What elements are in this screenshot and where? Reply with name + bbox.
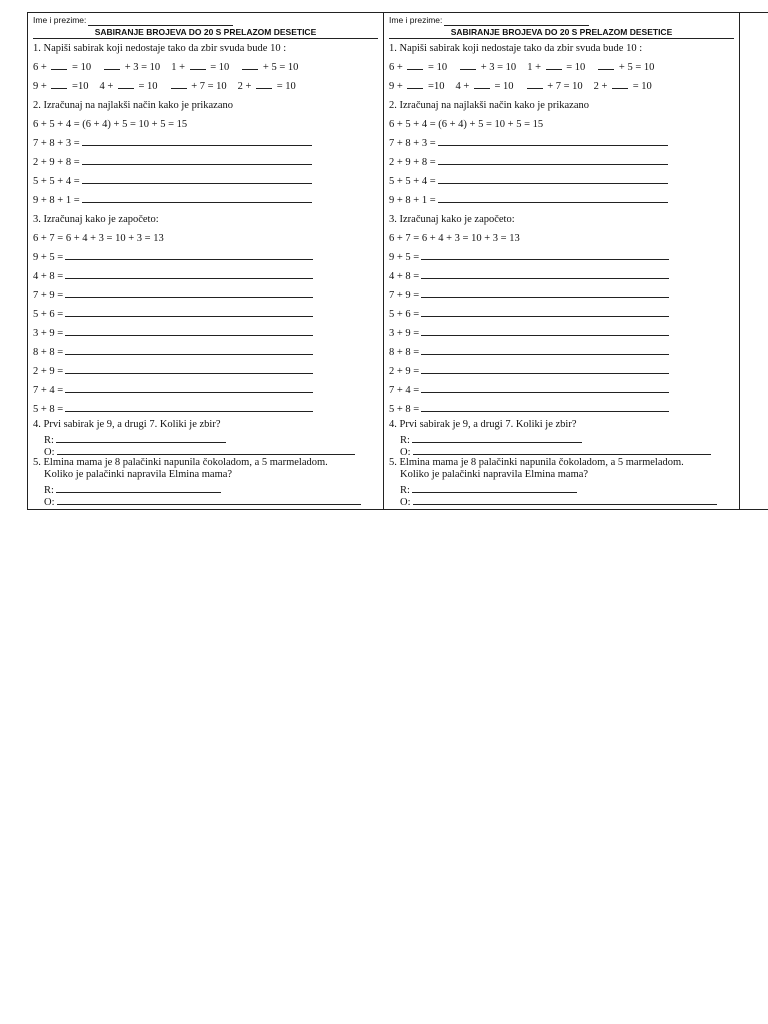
- answer-blank[interactable]: [82, 173, 312, 184]
- exercise-expression: 5 + 8 =: [389, 404, 420, 415]
- exercise-expression: 9 + 5 =: [389, 252, 420, 263]
- answer-blank[interactable]: [438, 135, 668, 146]
- task5-question-line2: Koliko je palačinki napravila Elmina mama?: [400, 469, 589, 480]
- task5-question-line1: 5. Elmina mama je 8 palačinki napunila čokoladom, a 5 marmeladom.: [389, 456, 684, 468]
- exercise-line: [33, 381, 379, 400]
- answer-blank[interactable]: [438, 192, 668, 203]
- answer-blank[interactable]: [421, 325, 669, 336]
- exercise-expression: 7 + 8 + 3 =: [389, 138, 436, 149]
- exercise-expression: 5 + 5 + 4 =: [389, 176, 436, 187]
- answer-blank[interactable]: [82, 135, 312, 146]
- task3-heading: 3. Izračunaj kako je započeto:: [33, 214, 159, 225]
- task5-answer-r: [389, 482, 735, 495]
- exercise-expression: 8 + 8 =: [33, 347, 64, 358]
- answer-blank[interactable]: [57, 494, 361, 505]
- worksheet-title: SABIRANJE BROJEVA DO 20 S PRELAZOM DESETICE: [389, 26, 734, 39]
- answer-blank[interactable]: [438, 173, 668, 184]
- r-label: R:: [44, 484, 54, 496]
- exercise-line: [33, 267, 379, 286]
- exercise-line: [33, 286, 379, 305]
- exercise-expression: 9 + 5 =: [33, 252, 64, 263]
- answer-blank[interactable]: [65, 363, 313, 374]
- task1-row1: [33, 58, 379, 77]
- exercise-expression: 2 + 9 + 8 =: [389, 157, 436, 168]
- exercise-expression: 2 + 9 + 8 =: [33, 157, 80, 168]
- exercise-line: [33, 362, 379, 381]
- answer-blank[interactable]: [65, 287, 313, 298]
- answer-blank[interactable]: [51, 60, 67, 70]
- exercise-expression: 3 + 9 =: [389, 328, 420, 339]
- worksheet-content: [389, 14, 735, 507]
- missing-addend-item: [102, 58, 160, 77]
- task4-answer-o: [389, 444, 735, 457]
- exercise-line: [389, 343, 735, 362]
- name-line: [389, 14, 735, 26]
- equation-suffix: + 3 = 10: [122, 62, 161, 73]
- exercise-line: [389, 305, 735, 324]
- worksheet-right: [383, 12, 740, 510]
- exercise-line: [33, 191, 379, 210]
- task4-answer-r: [389, 432, 735, 445]
- name-label: Ime i prezime:: [389, 15, 443, 25]
- equation-suffix: + 7 = 10: [188, 81, 227, 92]
- name-line: [33, 14, 379, 26]
- worksheet-cut-off: [739, 12, 768, 510]
- answer-blank[interactable]: [413, 444, 711, 455]
- task3-heading: 3. Izračunaj kako je započeto:: [389, 214, 515, 225]
- answer-blank[interactable]: [65, 249, 313, 260]
- answer-blank[interactable]: [65, 344, 313, 355]
- name-blank[interactable]: [444, 16, 589, 26]
- task3-items: [33, 248, 379, 419]
- equation-prefix: 9 +: [33, 81, 50, 92]
- answer-blank[interactable]: [421, 382, 669, 393]
- task4-answer-r: [33, 432, 379, 445]
- exercise-line: [33, 305, 379, 324]
- task5-answer-r: [33, 482, 379, 495]
- answer-blank[interactable]: [65, 268, 313, 279]
- answer-blank[interactable]: [51, 79, 67, 89]
- task4-answer-o: [33, 444, 379, 457]
- answer-blank[interactable]: [242, 60, 258, 70]
- answer-blank[interactable]: [527, 79, 543, 89]
- equation-suffix: + 5 = 10: [616, 62, 655, 73]
- task3-example: 6 + 7 = 6 + 4 + 3 = 10 + 3 = 13: [389, 233, 520, 244]
- task2-heading: 2. Izračunaj na najlakši način kako je prikazano: [389, 100, 589, 111]
- task2-example: 6 + 5 + 4 = (6 + 4) + 5 = 10 + 5 = 15: [389, 119, 544, 130]
- answer-blank[interactable]: [82, 192, 312, 203]
- equation-prefix: 6 +: [389, 62, 406, 73]
- exercise-line: [389, 381, 735, 400]
- equation-prefix: 1 +: [171, 62, 188, 73]
- answer-blank[interactable]: [57, 444, 355, 455]
- answer-blank[interactable]: [56, 432, 226, 443]
- answer-blank[interactable]: [421, 344, 669, 355]
- missing-addend-item: [240, 58, 298, 77]
- exercise-line: [389, 400, 735, 419]
- answer-blank[interactable]: [413, 494, 717, 505]
- missing-addend-item: [238, 77, 296, 96]
- exercise-expression: 5 + 6 =: [33, 309, 64, 320]
- o-label: O:: [400, 447, 411, 458]
- task5-answer-o: [33, 494, 379, 507]
- missing-addend-item: [389, 77, 444, 96]
- equation-suffix: = 10: [491, 81, 514, 92]
- exercise-expression: 8 + 8 =: [389, 347, 420, 358]
- answer-blank[interactable]: [421, 401, 669, 412]
- answer-blank[interactable]: [412, 432, 582, 443]
- name-label: Ime i prezime:: [33, 15, 87, 25]
- equation-suffix: = 10: [207, 62, 230, 73]
- task2-items: [33, 134, 379, 210]
- task4-question: 4. Prvi sabirak je 9, a drugi 7. Koliki je zbir?: [389, 419, 577, 430]
- answer-blank[interactable]: [171, 79, 187, 89]
- task5-question-line2: Koliko je palačinki napravila Elmina mama?: [44, 469, 233, 480]
- missing-addend-item: [33, 58, 91, 77]
- answer-blank[interactable]: [412, 482, 577, 493]
- equation-suffix: = 10: [69, 62, 92, 73]
- task5-answer-o: [389, 494, 735, 507]
- equation-prefix: 4 +: [455, 81, 472, 92]
- answer-blank[interactable]: [118, 79, 134, 89]
- equation-suffix: = 10: [630, 81, 652, 92]
- answer-blank[interactable]: [421, 287, 669, 298]
- equation-suffix: + 7 = 10: [544, 81, 583, 92]
- answer-blank[interactable]: [65, 325, 313, 336]
- exercise-line: [33, 248, 379, 267]
- exercise-line: [389, 191, 735, 210]
- missing-addend-item: [458, 58, 516, 77]
- exercise-expression: 5 + 5 + 4 =: [33, 176, 80, 187]
- missing-addend-item: [596, 58, 654, 77]
- task1-row2: [33, 77, 379, 96]
- answer-blank[interactable]: [421, 268, 669, 279]
- missing-addend-item: [169, 77, 227, 96]
- answer-blank[interactable]: [65, 401, 313, 412]
- answer-blank[interactable]: [612, 79, 628, 89]
- equation-prefix: 4 +: [99, 81, 116, 92]
- equation-suffix: =10: [69, 81, 89, 92]
- exercise-expression: 2 + 9 =: [33, 366, 64, 377]
- task2-heading: 2. Izračunaj na najlakši način kako je prikazano: [33, 100, 233, 111]
- exercise-line: [389, 134, 735, 153]
- exercise-expression: 5 + 8 =: [33, 404, 64, 415]
- exercise-expression: 5 + 6 =: [389, 309, 420, 320]
- equation-prefix: 1 +: [527, 62, 544, 73]
- exercise-expression: 7 + 8 + 3 =: [33, 138, 80, 149]
- o-label: O:: [44, 497, 55, 508]
- exercise-expression: 3 + 9 =: [33, 328, 64, 339]
- task1-row1: [389, 58, 735, 77]
- o-label: O:: [44, 447, 55, 458]
- answer-blank[interactable]: [546, 60, 562, 70]
- equation-suffix: = 10: [274, 81, 296, 92]
- exercise-line: [389, 153, 735, 172]
- missing-addend-item: [594, 77, 652, 96]
- equation-suffix: + 5 = 10: [260, 62, 299, 73]
- equation-suffix: = 10: [425, 62, 448, 73]
- exercise-line: [33, 324, 379, 343]
- worksheet-title: SABIRANJE BROJEVA DO 20 S PRELAZOM DESETICE: [33, 26, 378, 39]
- equation-suffix: = 10: [563, 62, 586, 73]
- name-blank[interactable]: [88, 16, 233, 26]
- exercise-expression: 9 + 8 + 1 =: [389, 195, 436, 206]
- exercise-line: [389, 286, 735, 305]
- answer-blank[interactable]: [56, 482, 221, 493]
- task4-question: 4. Prvi sabirak je 9, a drugi 7. Koliki je zbir?: [33, 419, 221, 430]
- exercise-line: [33, 153, 379, 172]
- equation-suffix: =10: [425, 81, 445, 92]
- missing-addend-item: [33, 77, 88, 96]
- missing-addend-item: [527, 58, 585, 77]
- answer-blank[interactable]: [104, 60, 120, 70]
- task3-items: [389, 248, 735, 419]
- exercise-line: [389, 324, 735, 343]
- answer-blank[interactable]: [460, 60, 476, 70]
- equation-suffix: + 3 = 10: [478, 62, 517, 73]
- exercise-line: [33, 343, 379, 362]
- missing-addend-item: [171, 58, 229, 77]
- answer-blank[interactable]: [438, 154, 668, 165]
- task1-heading: 1. Napiši sabirak koji nedostaje tako da zbir svuda bude 10 :: [33, 43, 287, 54]
- exercise-expression: 4 + 8 =: [33, 271, 64, 282]
- task1-row2: [389, 77, 735, 96]
- r-label: R:: [400, 484, 410, 496]
- answer-blank[interactable]: [407, 60, 423, 70]
- answer-blank[interactable]: [190, 60, 206, 70]
- r-label: R:: [400, 434, 410, 446]
- exercise-expression: 7 + 9 =: [33, 290, 64, 301]
- missing-addend-item: [99, 77, 157, 96]
- o-label: O:: [400, 497, 411, 508]
- answer-blank[interactable]: [474, 79, 490, 89]
- exercise-expression: 9 + 8 + 1 =: [33, 195, 80, 206]
- equation-prefix: 6 +: [33, 62, 50, 73]
- answer-blank[interactable]: [256, 79, 272, 89]
- r-label: R:: [44, 434, 54, 446]
- worksheet-left: [27, 12, 384, 510]
- exercise-line: [33, 172, 379, 191]
- exercise-expression: 2 + 9 =: [389, 366, 420, 377]
- equation-prefix: 2 +: [593, 81, 611, 92]
- answer-blank[interactable]: [82, 154, 312, 165]
- exercise-expression: 7 + 9 =: [389, 290, 420, 301]
- exercise-line: [389, 248, 735, 267]
- answer-blank[interactable]: [421, 249, 669, 260]
- exercise-line: [389, 172, 735, 191]
- exercise-line: [33, 400, 379, 419]
- exercise-line: [389, 267, 735, 286]
- task2-items: [389, 134, 735, 210]
- answer-blank[interactable]: [421, 363, 669, 374]
- exercise-line: [33, 134, 379, 153]
- answer-blank[interactable]: [598, 60, 614, 70]
- missing-addend-item: [389, 58, 447, 77]
- exercise-line: [389, 362, 735, 381]
- answer-blank[interactable]: [407, 79, 423, 89]
- missing-addend-item: [455, 77, 513, 96]
- equation-prefix: 9 +: [389, 81, 406, 92]
- exercise-expression: 4 + 8 =: [389, 271, 420, 282]
- worksheet-content: [33, 14, 379, 507]
- answer-blank[interactable]: [65, 306, 313, 317]
- exercise-expression: 7 + 4 =: [389, 385, 420, 396]
- task1-heading: 1. Napiši sabirak koji nedostaje tako da zbir svuda bude 10 :: [389, 43, 643, 54]
- equation-prefix: 2 +: [237, 81, 255, 92]
- exercise-expression: 7 + 4 =: [33, 385, 64, 396]
- answer-blank[interactable]: [65, 382, 313, 393]
- task3-example: 6 + 7 = 6 + 4 + 3 = 10 + 3 = 13: [33, 233, 164, 244]
- missing-addend-item: [525, 77, 583, 96]
- answer-blank[interactable]: [421, 306, 669, 317]
- task2-example: 6 + 5 + 4 = (6 + 4) + 5 = 10 + 5 = 15: [33, 119, 188, 130]
- equation-suffix: = 10: [135, 81, 158, 92]
- task5-question-line1: 5. Elmina mama je 8 palačinki napunila čokoladom, a 5 marmeladom.: [33, 456, 328, 468]
